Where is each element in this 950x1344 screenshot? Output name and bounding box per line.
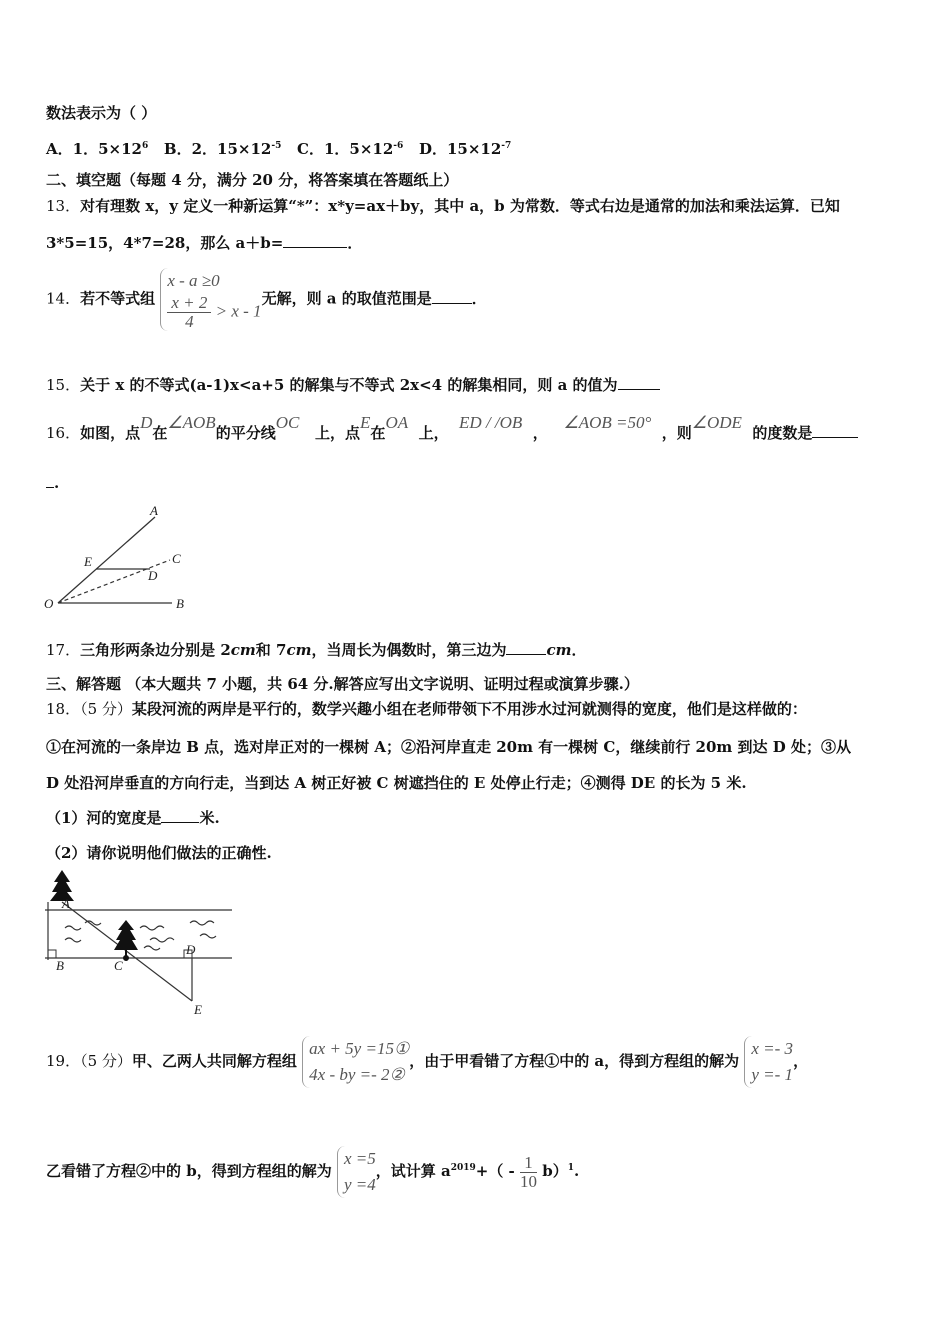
label-a: A <box>150 503 158 518</box>
label-c: C <box>114 958 123 973</box>
answer-blank <box>506 640 546 655</box>
label-d: D <box>148 568 158 583</box>
q12-tail: 数法表示为（ ） <box>46 104 157 122</box>
figure-river <box>40 868 240 1020</box>
q16-tail: . <box>46 473 59 493</box>
label-o: O <box>44 596 54 611</box>
q19-line2: 乙看错了方程②中的 b，得到方程组的解为 x =5 y =4 ，试计算 $a^{2019}+$（ - $\frac{1}{10}$ b）$^1$. <box>46 1146 579 1198</box>
answer-blank <box>812 423 858 438</box>
answer-blank <box>283 233 347 248</box>
q12-options <box>46 136 511 159</box>
option-c: C．1．$5\times 12^{-6}$ <box>297 140 404 158</box>
label-c: C <box>172 551 181 566</box>
figure-angle-bisector <box>40 500 200 620</box>
q14: 14．若不等式组 x - a ≥0 $\frac{x + 2}{4}$ > x - 1 无解，则 a 的取值范围是 ． <box>46 268 487 331</box>
option-a: A．1．$5\times 12^6$ <box>46 140 149 158</box>
q18-line2: ①在河流的一条岸边 B 点，选对岸正对的一棵树 A；②沿河岸直走 20m 有一棵树 C，继续前行 20m 到达 D 处；③从 <box>46 738 851 756</box>
solution-jia: x =- 3 y =- 1 <box>744 1036 793 1088</box>
section3-heading: 三、解答题 （本大题共 7 小题，共 64 分.解答应写出文字说明、证明过程或演算步骤.） <box>46 675 639 693</box>
q16: 16．如图，点D在∠AOB的平分线OC 上，点E在OA 上， ED / /OB ， ∠AOB =50° ，则∠ODE 的度数是 <box>46 423 858 443</box>
section2-heading: 二、填空题（每题 4 分，满分 20 分，将答案填在答题纸上） <box>46 171 459 189</box>
answer-blank <box>618 375 660 390</box>
label-a: A <box>62 896 70 911</box>
q18-sub2: （2）请你说明他们做法的正确性. <box>46 844 272 862</box>
equation-system: ax + 5y =15① 4x - by =- 2② <box>302 1036 409 1088</box>
tree-c-icon <box>114 920 138 950</box>
inequality-system: x - a ≥0 $\frac{x + 2}{4}$ > x - 1 <box>160 268 261 331</box>
q17: 17．三角形两条边分别是 2cm和 7cm，当周长为偶数时，第三边为 cm． <box>46 641 587 659</box>
q13-line1: 13．对有理数 x，y 定义一种新运算“*”：x*y=ax＋by，其中 a，b 为常数．等式右边是通常的加法和乘法运算．已知 <box>46 197 840 215</box>
q13-line2: 3*5=15，4*7=28，那么 a＋b= ． <box>46 234 363 252</box>
option-d: D．$15\times 12^{-7}$ <box>418 140 512 158</box>
q18-line3: D 处沿河岸垂直的方向行走，当到达 A 树正好被 C 树遮挡住的 E 处停止行走；④测得 DE 的长为 5 米. <box>46 774 747 792</box>
option-b: B．2．$15\times 12^{-5}$ <box>163 140 282 158</box>
q15: 15．关于 x 的不等式(a-1)x<a+5 的解集与不等式 2x<4 的解集相同，则 a 的值为 <box>46 375 660 395</box>
q18-line1: 18．（5 分）某段河流的两岸是平行的，数学兴趣小组在老师带领下不用涉水过河就测得的宽度，他们是这样做的： <box>46 700 807 718</box>
answer-blank <box>161 808 199 823</box>
label-e: E <box>194 1002 202 1017</box>
ray-oa <box>58 517 155 603</box>
answer-blank <box>432 289 472 304</box>
q18-sub1: （1）河的宽度是 米. <box>46 809 220 827</box>
label-b: B <box>56 958 64 973</box>
label-d: D <box>186 942 196 957</box>
solution-yi: x =5 y =4 <box>337 1146 376 1198</box>
q19-line1: 19．（5 分）甲、乙两人共同解方程组 ax + 5y =15① 4x - by =- 2② ，由于甲看错了方程①中的 a，得到方程组的解为 x =- 3 y =- 1 ， <box>46 1036 808 1088</box>
label-e: E <box>84 554 92 569</box>
label-b: B <box>176 596 184 611</box>
